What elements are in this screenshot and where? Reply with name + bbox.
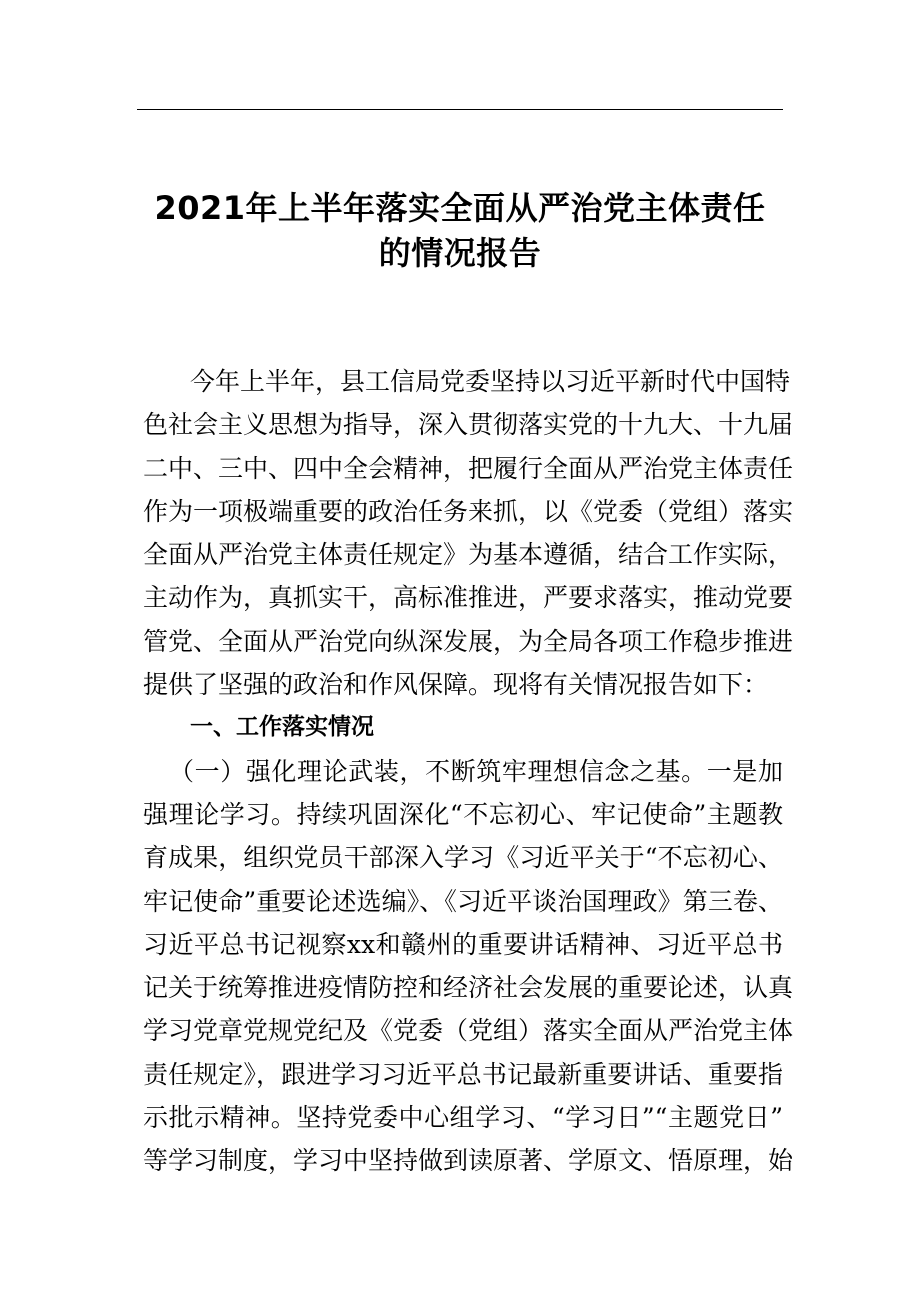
paragraph-line: 示批示精神。坚持党委中心组学习、“学习日”“主题党日” (143, 1103, 783, 1133)
paragraph-line: 提供了坚强的政治和作风保障。现将有关情况报告如下： (143, 670, 769, 700)
document-body (143, 360, 794, 1183)
paragraph-line: 二中、三中、四中全会精神，把履行全面从严治党主体责任 (143, 453, 794, 483)
paragraph-line: 作为一项极端重要的政治任务来抓，以《党委（党组）落实 (143, 496, 794, 526)
paragraph-line: 记关于统筹推进疫情防控和经济社会发展的重要论述，认真 (143, 973, 794, 1003)
paragraph-line: 管党、全面从严治党向纵深发展，为全局各项工作稳步推进 (143, 626, 794, 656)
paragraph-line: （一）强化理论武装，不断筑牢理想信念之基。一是加 (169, 756, 783, 786)
paragraph-line: 主动作为，真抓实干，高标准推进，严要求落实，推动党要 (143, 583, 794, 613)
paragraph-line: 育成果，组织党员干部深入学习《习近平关于“不忘初心、 (143, 843, 783, 873)
paragraph-line: 责任规定》，跟进学习习近平总书记最新重要讲话、重要指 (143, 1059, 783, 1089)
paragraph-line: 全面从严治党主体责任规定》为基本遵循，结合工作实际， (143, 540, 794, 570)
paragraph-line: 学习党章党规党纪及《党委（党组）落实全面从严治党主体 (143, 1016, 794, 1046)
paragraph-line: 色社会主义思想为指导，深入贯彻落实党的十九大、十九届 (143, 410, 794, 440)
section-heading: 一、工作落实情况 (190, 714, 374, 741)
title-line-2: 的情况报告 (378, 234, 542, 272)
title-line-1: 2021年上半年落实全面从严治党主体责任 (154, 189, 766, 227)
paragraph-line: 习近平总书记视察xx和赣州的重要讲话精神、习近平总书 (143, 929, 783, 959)
document-title (137, 186, 783, 276)
paragraph-line: 强理论学习。持续巩固深化“不忘初心、牢记使命”主题教 (143, 799, 783, 829)
paragraph-line: 牢记使命”重要论述选编》、《习近平谈治国理政》第三卷、 (143, 886, 783, 916)
header-rule (137, 109, 783, 110)
paragraph-line: 等学习制度，学习中坚持做到读原著、学原文、悟原理，始 (143, 1146, 794, 1176)
paragraph-line: 今年上半年，县工信局党委坚持以习近平新时代中国特 (190, 367, 791, 396)
